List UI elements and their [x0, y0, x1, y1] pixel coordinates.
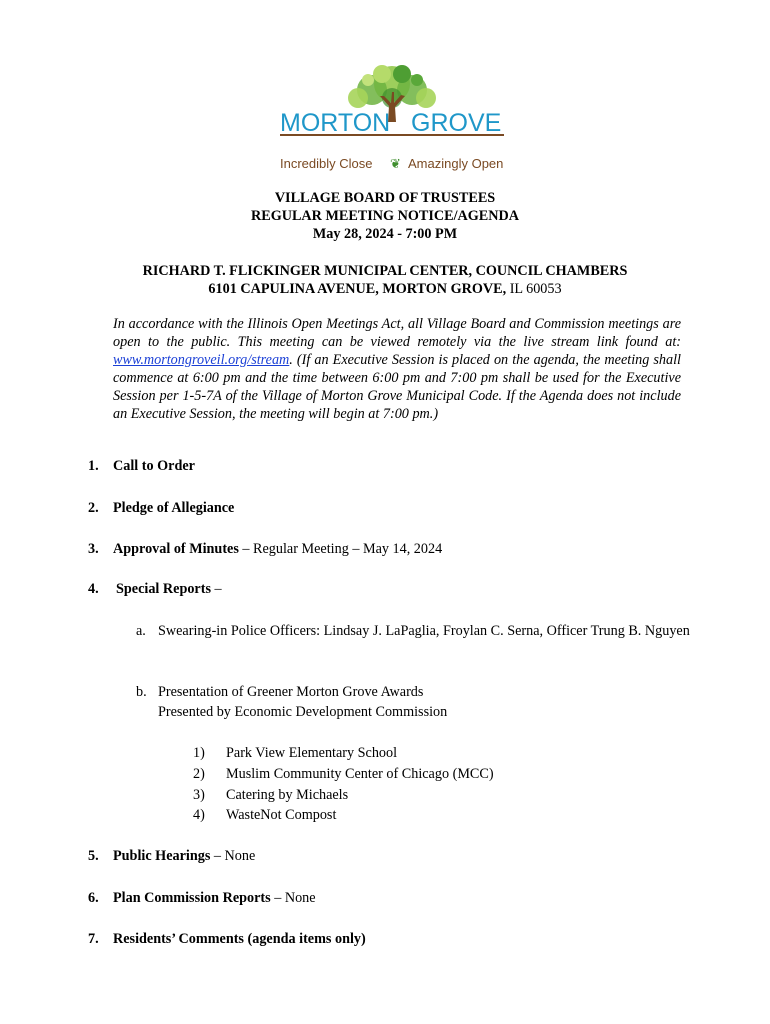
venue-address: 6101 CAPULINA AVENUE, MORTON GROVE,: [208, 281, 507, 297]
item-title: Approval of Minutes: [113, 541, 239, 557]
sub-item-line-1: Presentation of Greener Morton Grove Awards: [158, 684, 424, 700]
morton-grove-logo: [274, 62, 510, 174]
item-detail: – Regular Meeting – May 14, 2024: [238, 541, 443, 557]
award-number: 2): [193, 766, 205, 782]
agenda-item-2: [88, 499, 234, 517]
agenda-item-5: [88, 847, 255, 865]
award-name: Catering by Michaels: [226, 787, 349, 803]
sub-item-line-2: Presented by Economic Development Commission: [158, 704, 448, 720]
item-number: 6.: [88, 890, 99, 906]
logo-name-right: GROVE: [411, 109, 502, 137]
stream-link[interactable]: www.mortongroveil.org/stream: [113, 352, 290, 369]
item-title: Public Hearings: [113, 848, 211, 864]
meeting-datetime: May 28, 2024 - 7:00 PM: [312, 226, 458, 242]
tree-logo-icon: [274, 62, 510, 174]
sub-item-letter: b.: [136, 684, 147, 700]
notice-text-2: . (If an Executive Session is placed on the agenda, the meeting shall commence at 6:00 pm and the time between 6:00 pm and 7:00 pm shall be used for the Executive Session per 1-5-7A of the Village of Morton Grove Municipal Code. If the Agenda does not include an Executive Session, the meeting will begin at 7:00 pm.): [113, 352, 681, 423]
award-name: WasteNot Compost: [226, 807, 337, 823]
venue-building: RICHARD T. FLICKINGER MUNICIPAL CENTER, COUNCIL CHAMBERS: [142, 263, 628, 279]
award-number: 3): [193, 787, 205, 803]
logo-tagline-right: Amazingly Open: [408, 156, 504, 171]
notice-text-1: In accordance with the Illinois Open Meetings Act, all Village Board and Commission meetings are open to the public. This meeting can be viewed remotely via the live stream link found at:: [113, 316, 681, 351]
notice-title: REGULAR MEETING NOTICE/AGENDA: [250, 208, 520, 224]
item-number: 2.: [88, 500, 99, 516]
award-item: [193, 764, 494, 784]
item-title: Special Reports: [116, 581, 211, 597]
venue-address-line: [0, 280, 770, 298]
sub-item-text: Swearing-in Police Officers: Lindsay J. LaPaglia, Froylan C. Serna, Officer Trung B. Nguyen: [158, 623, 690, 639]
item-number: 1.: [88, 458, 99, 474]
meeting-venue: [0, 262, 770, 298]
agenda-item-7: [88, 930, 366, 948]
agenda-item-4: [88, 580, 222, 598]
award-name: Park View Elementary School: [226, 745, 398, 761]
item-title: Pledge of Allegiance: [113, 500, 235, 516]
logo-tagline-left: Incredibly Close: [280, 156, 373, 171]
sub-item-text: [158, 682, 698, 722]
agenda-item-1: [88, 457, 195, 475]
meeting-header: [0, 189, 770, 243]
award-item: [193, 743, 397, 763]
award-number: 4): [193, 807, 205, 823]
board-title: VILLAGE BOARD OF TRUSTEES: [274, 190, 496, 206]
item-title: Residents’ Comments (agenda items only): [113, 931, 366, 947]
item-detail: –: [210, 581, 222, 597]
item-detail: – None: [210, 848, 256, 864]
item-detail: – None: [270, 890, 316, 906]
open-meetings-notice: [113, 315, 681, 424]
agenda-item-6: [88, 889, 316, 907]
item-title: Plan Commission Reports: [113, 890, 271, 906]
award-item: [193, 785, 348, 805]
item-number: 4.: [88, 581, 99, 597]
award-name: Muslim Community Center of Chicago (MCC): [226, 766, 494, 782]
item-title: Call to Order: [113, 458, 195, 474]
logo-name-left: MORTON: [280, 109, 391, 137]
item-number: 7.: [88, 931, 99, 947]
item-number: 5.: [88, 848, 99, 864]
award-item: [193, 805, 336, 825]
agenda-item-3: [88, 540, 442, 558]
item-number: 3.: [88, 541, 99, 557]
venue-state-zip: IL 60053: [509, 281, 562, 297]
leaf-icon: ❦: [390, 156, 401, 171]
award-number: 1): [193, 745, 205, 761]
sub-item-letter: a.: [136, 623, 146, 639]
